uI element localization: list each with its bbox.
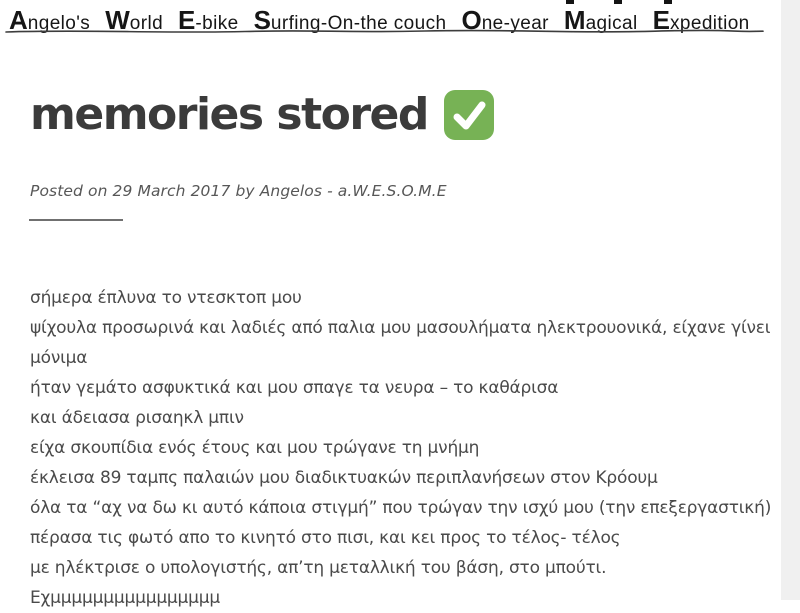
page-margin-strip (781, 0, 800, 600)
body-line: μόνιμα (30, 348, 88, 368)
post-body (30, 283, 775, 613)
nav-rest: agical (585, 13, 638, 34)
body-line: σήμερα έπλυνα το ντεσκτοπ μου (30, 288, 302, 308)
post-title-row (30, 90, 494, 141)
post-meta: Posted on 29 March 2017 by Angelos - a.W.E.S.O.M.E (30, 182, 447, 200)
nav-initial: A (9, 5, 28, 35)
nav-rest: urfing-On-the couch (270, 13, 447, 34)
body-line: ήταν γεμάτο ασφυκτικά και μου σπαγε τα νευρα – το καθάρισα (30, 378, 559, 398)
body-line: έκλεισα 89 ταμπς παλαιών μου διαδικτυακών περιπλανήσεων στον Κρόουμ (30, 468, 658, 488)
body-line: με ηλέκτρισε ο υπολογιστής, απ’τη μεταλλική του βάση, στο μπούτι. (30, 558, 607, 578)
clipped-text-fragment (566, 0, 574, 4)
meta-divider (29, 219, 123, 221)
check-mark-button-icon (444, 90, 494, 140)
body-line-clipped: Εχμμμμμμμμμμμμμμμμ (30, 588, 221, 608)
nav-initial: M (563, 5, 586, 35)
nav-initial: E (652, 5, 670, 35)
body-line: πέρασα τις φωτό απο το κινητό στο πισι, και κει προς το τέλος- τέλος (30, 528, 621, 548)
nav-rest: -bike (195, 13, 239, 34)
nav-rest: ne-year (481, 13, 549, 34)
nav-rest: orld (129, 13, 164, 34)
header-wavy-underline (5, 28, 765, 36)
clipped-text-fragment (614, 0, 622, 4)
nav-initial: W (105, 5, 130, 35)
clipped-text-fragment (664, 0, 672, 4)
nav-rest: ngelo's (27, 13, 91, 34)
body-line: ψίχουλα προσωρινά και λαδιές από παλια μου μασουλήματα ηλεκτρουονικά, είχανε γίνει (30, 318, 771, 338)
nav-initial: E (178, 5, 196, 35)
nav-rest: xpedition (669, 13, 750, 34)
body-line: είχα σκουπίδια ενός έτους και μου τρώγανε τη μνήμη (30, 438, 480, 458)
nav-initial: S (253, 5, 271, 35)
nav-initial: O (461, 5, 482, 35)
body-line: όλα τα “αχ να δω κι αυτό κάποια στιγμή” που τρώγαν την ισχύ μου (την επεξεργαστική) (30, 498, 772, 518)
page-title: memories stored (30, 89, 428, 140)
body-line: και άδειασα ρισαηκλ μπιν (30, 408, 244, 428)
